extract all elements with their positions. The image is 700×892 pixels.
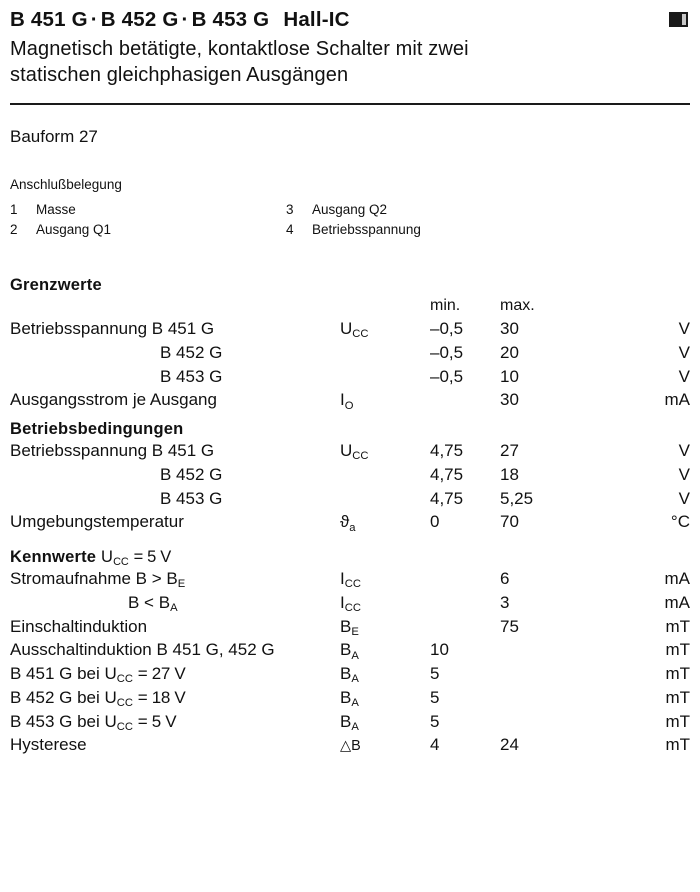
param-unit: mT — [665, 664, 690, 683]
param-min: 4,75 — [430, 441, 464, 460]
param-unit: V — [678, 488, 690, 508]
param-min: –0,5 — [430, 319, 464, 338]
col-header-unit — [610, 295, 696, 317]
col-header-max: max. — [500, 296, 535, 314]
param-unit: mA — [664, 390, 690, 410]
pinout-table — [0, 192, 700, 242]
table-row — [10, 487, 696, 511]
param-max — [500, 662, 610, 686]
pinout-heading: Anschlußbelegung — [10, 176, 122, 192]
table-row — [10, 365, 696, 389]
param-min: –0,5 — [430, 366, 464, 386]
param-symbol: $I_{CC}$ — [340, 569, 361, 591]
param-min: 0 — [430, 512, 440, 532]
param-max — [500, 638, 610, 662]
betriebsbedingungen-table — [10, 439, 696, 534]
param-unit: V — [678, 464, 690, 484]
title-separator-1: · — [90, 8, 98, 31]
param-max: 20 — [500, 342, 519, 362]
table-row — [10, 317, 696, 341]
param-min — [430, 615, 500, 639]
subtitle-line-1: Magnetisch betätigte, kontaktlose Schalter mit zwei — [10, 38, 469, 60]
table-row — [10, 615, 696, 639]
param-min: 5 — [430, 664, 440, 683]
param-max: 30 — [500, 319, 519, 338]
table-row — [10, 567, 696, 591]
table-row — [10, 638, 696, 662]
param-unit: mT — [665, 616, 690, 636]
table-row — [10, 510, 696, 534]
col-header-min: min. — [430, 296, 461, 314]
grenzwerte-table — [10, 295, 696, 412]
param-symbol: $B_A$ — [340, 687, 359, 710]
param-unit: mT — [665, 687, 690, 707]
param-min: 4 — [430, 735, 440, 755]
param-unit: V — [678, 319, 690, 338]
param-desc: B 453 G — [160, 366, 223, 386]
param-max: 10 — [500, 366, 519, 386]
param-desc: Ausschaltinduktion B 451 G, 452 G — [10, 640, 275, 660]
table-row — [10, 662, 696, 686]
section-title-grenzwerte: Grenzwerte — [10, 275, 102, 294]
param-symbol: $B_A$ — [340, 711, 359, 733]
subtitle — [0, 32, 700, 89]
pin-number: 2 — [10, 221, 18, 237]
param-max: 24 — [500, 735, 519, 755]
table-header-row — [10, 295, 696, 317]
param-symbol: $U_{CC}$ — [340, 441, 369, 463]
param-symbol — [340, 463, 430, 487]
param-max: 6 — [500, 569, 510, 588]
pin-number: 1 — [10, 201, 18, 217]
param-desc: Betriebsspannung B 451 G — [10, 319, 215, 338]
param-max: 3 — [500, 592, 510, 612]
table-row — [10, 222, 421, 242]
table-row — [10, 686, 696, 710]
param-min: 4,75 — [430, 488, 464, 508]
section-grenzwerte — [0, 242, 700, 412]
param-desc: Umgebungstemperatur — [10, 512, 184, 532]
section-title-kennwerte — [10, 548, 690, 567]
table-row — [10, 733, 696, 757]
param-desc: Einschaltinduktion — [10, 616, 148, 636]
param-symbol — [340, 487, 430, 511]
table-row — [10, 388, 696, 412]
pin-number: 3 — [286, 201, 294, 217]
param-desc: Hysterese — [10, 735, 87, 755]
param-symbol: $I_{CC}$ — [340, 592, 361, 615]
table-row — [10, 202, 421, 222]
page-title — [10, 8, 350, 32]
param-symbol: $U_{CC}$ — [340, 319, 369, 341]
table-row — [10, 341, 696, 365]
device-type-2: B 452 G — [100, 8, 179, 31]
device-type-3: B 453 G — [191, 8, 270, 31]
param-max — [500, 686, 610, 710]
param-min: 5 — [430, 687, 440, 707]
param-symbol: △B — [340, 738, 361, 755]
param-symbol — [340, 365, 430, 389]
param-desc: Stromaufnahme $B > B_E$ — [10, 569, 186, 591]
pin-label: Ausgang Q2 — [312, 201, 388, 217]
param-unit: mT — [665, 640, 690, 660]
param-max: 18 — [500, 464, 519, 484]
bauform-label: Bauform 27 — [10, 126, 98, 146]
param-max — [500, 710, 610, 734]
title-row — [0, 0, 700, 32]
param-unit: V — [678, 441, 690, 460]
col-header-desc — [10, 295, 340, 317]
section-kennwerte — [0, 534, 700, 757]
param-max: 27 — [500, 441, 519, 460]
table-row — [10, 463, 696, 487]
param-unit: °C — [670, 512, 690, 532]
param-min — [430, 567, 500, 591]
kennwerte-label: Kennwerte — [10, 548, 97, 566]
param-desc: Betriebsspannung B 451 G — [10, 441, 215, 460]
param-min: 5 — [430, 711, 440, 731]
param-min: –0,5 — [430, 342, 464, 362]
param-symbol: $B_A$ — [340, 640, 359, 662]
param-desc: B 453 G — [160, 488, 223, 508]
device-family: Hall-IC — [283, 8, 350, 31]
kennwerte-condition: $U_{CC} = 5$ V — [100, 548, 171, 569]
param-unit: V — [678, 342, 690, 362]
param-min: 4,75 — [430, 464, 464, 484]
param-desc: B 453 G bei $U_{CC} = 5$ V — [10, 711, 177, 733]
param-unit: mT — [665, 711, 690, 731]
param-desc: B 452 G — [160, 464, 223, 484]
param-unit: mA — [664, 592, 690, 612]
param-symbol: $B_E$ — [340, 616, 359, 638]
param-desc: B 452 G — [160, 342, 223, 362]
pin-number: 4 — [286, 221, 294, 237]
param-symbol — [340, 341, 430, 365]
table-row — [10, 439, 696, 463]
table-row — [10, 710, 696, 734]
param-unit: mA — [664, 569, 690, 588]
kennwerte-table — [10, 567, 696, 757]
param-min: 10 — [430, 640, 449, 660]
pin-label: Betriebsspannung — [312, 221, 421, 237]
black-square-marker-icon — [669, 12, 688, 27]
param-unit: mT — [665, 735, 690, 755]
pin-label: Ausgang Q1 — [36, 221, 112, 237]
param-desc: Ausgangsstrom je Ausgang — [10, 390, 217, 410]
subtitle-line-2: statischen gleichphasigen Ausgängen — [10, 64, 349, 87]
param-symbol: $B_A$ — [340, 664, 359, 686]
param-max: 75 — [500, 616, 519, 636]
pin-label: Masse — [36, 201, 76, 217]
title-separator-2: · — [181, 8, 189, 31]
section-title-betriebsbedingungen: Betriebsbedingungen — [10, 420, 184, 438]
table-row — [10, 591, 696, 615]
param-symbol: $ϑ_a$ — [340, 512, 356, 534]
device-type-1: B 451 G — [10, 8, 88, 31]
param-min — [430, 388, 500, 412]
param-unit: V — [678, 366, 690, 386]
param-desc: B 452 G bei $U_{CC} = 18$ V — [10, 687, 186, 710]
param-max: 70 — [500, 512, 519, 532]
param-symbol: $I_O$ — [340, 390, 354, 412]
param-desc: $B < B_A$ — [128, 592, 178, 615]
section-betriebsbedingungen — [0, 412, 700, 534]
param-min — [430, 591, 500, 615]
param-desc: B 451 G bei $U_{CC} = 27$ V — [10, 664, 186, 686]
param-max: 5,25 — [500, 488, 534, 508]
param-max: 30 — [500, 390, 519, 410]
col-header-symbol — [340, 295, 430, 317]
